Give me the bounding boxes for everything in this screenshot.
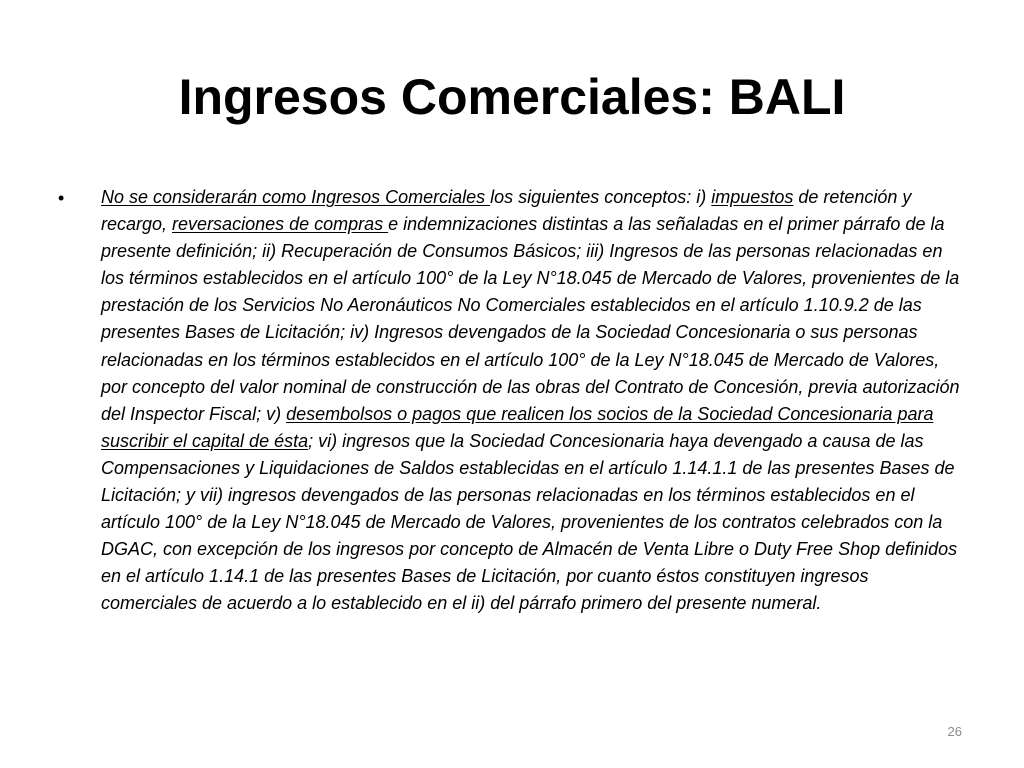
underlined-phrase-disbursements: desembolsos o pagos que realicen los socios de la Sociedad Concesionaria para suscribir el capital de ésta [101, 403, 934, 451]
bullet-text [101, 184, 966, 618]
underlined-phrase-purchase-reversals: reversaciones de compras [172, 214, 389, 235]
text-segment: de retención y recargo, [101, 187, 912, 235]
text-segment: e indemnizaciones distintas a las señaladas en el primer párrafo de la presente definición; ii) Recuperación de Consumos Básicos; iii) Ingresos de las personas relacionadas en los términos establecidos en el artículo 100° de la Ley N°18.045 de Mercado de Valores, provenientes de la prestación de los Servicios No Aeronáuticos No Comerciales establecidos en el artículo 1.10.9.2 de las presentes Bases de Licitación; iv) Ingresos devengados de la Sociedad Concesionaria o sus personas relacionadas en los términos establecidos en el artículo 100° de la Ley N°18.045 de Mercado de Valores, por concepto del valor nominal de construcción de las obras del Contrato de Concesión, previa autorización del Inspector Fiscal; v) [101, 214, 960, 424]
underlined-phrase-exclusion: No se considerarán como Ingresos Comerciales [101, 187, 491, 207]
slide-title: Ingresos Comerciales: BALI [178, 69, 846, 125]
text-segment: los siguientes conceptos: i) [490, 187, 712, 207]
underlined-phrase-taxes: impuestos [711, 187, 794, 207]
bullet-icon: • [58, 188, 65, 208]
page-number: 26 [947, 724, 962, 739]
text-segment: ; vi) ingresos que la Sociedad Concesionaria haya devengado a causa de las Compensaciones y Liquidaciones de Saldos establecidas en el artículo 1.14.1.1 de las presentes Bases de Licitación; y vii) ingresos devengados de las personas relacionadas en los términos establecidos en el artículo 100° de la Ley N°18.045 de Mercado de Valores, provenientes de los contratos celebrados con la DGAC, con excepción de los ingresos por concepto de Almacén de Venta Libre o Duty Free Shop definidos en el artículo 1.14.1 de las presentes Bases de Licitación, por cuanto éstos constituyen ingresos comerciales de acuerdo a lo establecido en el ii) del párrafo primero del presente numeral. [101, 430, 958, 614]
